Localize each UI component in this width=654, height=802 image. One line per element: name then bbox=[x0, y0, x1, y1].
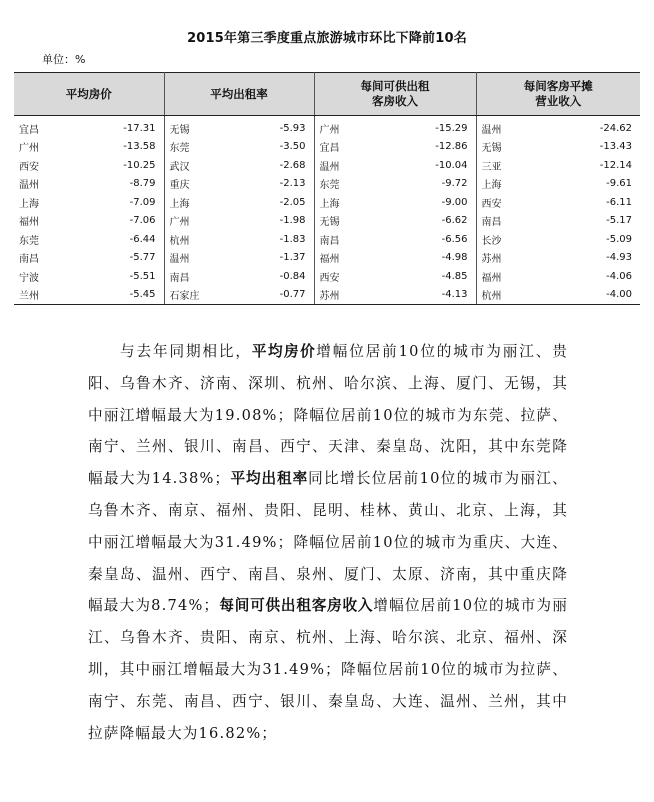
change-value-cell: -4.98 bbox=[398, 249, 476, 268]
city-name-cell: 温州 bbox=[169, 254, 190, 266]
change-value-cell: -4.85 bbox=[398, 267, 476, 286]
table-body bbox=[14, 116, 640, 305]
city-name-cell: 宜昌 bbox=[19, 124, 39, 136]
city-name-cell: 温州 bbox=[481, 124, 502, 136]
change-value-cell: -2.05 bbox=[238, 193, 314, 212]
analysis-paragraph bbox=[88, 336, 568, 749]
city-name-cell: 广州 bbox=[319, 124, 340, 136]
city-name-cell: 上海 bbox=[481, 180, 502, 192]
city-name-cell: 苏州 bbox=[314, 286, 398, 305]
change-value-cell: -7.09 bbox=[88, 193, 164, 212]
change-value-cell: -4.00 bbox=[560, 286, 640, 305]
city-name-cell: 西安 bbox=[481, 198, 502, 210]
city-name-cell: 苏州 bbox=[481, 254, 502, 266]
table-row bbox=[14, 286, 640, 305]
change-value-cell: -17.31 bbox=[88, 116, 164, 138]
city-name-cell: 南昌 bbox=[481, 217, 502, 229]
city-name-cell: 杭州 bbox=[476, 286, 560, 305]
city-name-cell: 武汉 bbox=[169, 161, 190, 173]
city-name-cell: 无锡 bbox=[319, 217, 340, 229]
city-name-cell: 东莞 bbox=[19, 235, 39, 247]
city-name-cell: 南昌 bbox=[19, 254, 39, 266]
city-name-cell: 宁波 bbox=[19, 272, 39, 284]
table-row bbox=[14, 138, 640, 157]
city-name-cell: 长沙 bbox=[481, 235, 502, 247]
city-name-cell: 福州 bbox=[319, 254, 340, 266]
bold-term: 平均出租率 bbox=[230, 470, 309, 488]
change-value-cell: -7.06 bbox=[88, 212, 164, 231]
change-value-cell: -9.72 bbox=[398, 175, 476, 194]
city-name-cell: 石家庄 bbox=[164, 286, 238, 305]
city-name-cell: 福州 bbox=[481, 272, 502, 284]
table-header-row bbox=[14, 73, 640, 116]
change-value-cell: -9.00 bbox=[398, 193, 476, 212]
change-value-cell: -12.86 bbox=[398, 138, 476, 157]
table-row bbox=[14, 249, 640, 268]
change-value-cell: -5.09 bbox=[606, 233, 632, 245]
change-value-cell: -5.17 bbox=[606, 215, 632, 227]
change-value-cell: -6.56 bbox=[398, 230, 476, 249]
header-avg-price: 平均房价 bbox=[14, 73, 164, 116]
city-name-cell: 广州 bbox=[19, 143, 39, 155]
city-name-cell: 南昌 bbox=[319, 235, 340, 247]
city-name-cell: 温州 bbox=[319, 161, 340, 173]
change-value-cell: -1.37 bbox=[238, 249, 314, 268]
change-value-cell: -15.29 bbox=[398, 116, 476, 138]
city-name-cell: 上海 bbox=[19, 198, 39, 210]
city-name-cell: 杭州 bbox=[169, 235, 190, 247]
change-value-cell: -0.84 bbox=[238, 267, 314, 286]
table-row bbox=[14, 156, 640, 175]
header-revpar: 每间可供出租 客房收入 bbox=[314, 73, 476, 116]
change-value-cell: -8.79 bbox=[88, 175, 164, 194]
change-value-cell: -1.83 bbox=[238, 230, 314, 249]
city-name-cell: 温州 bbox=[19, 180, 39, 192]
city-name-cell: 无锡 bbox=[481, 143, 502, 155]
change-value-cell: -4.93 bbox=[606, 252, 632, 264]
bold-term: 平均房价 bbox=[251, 343, 317, 360]
table-title: 2015年第三季度重点旅游城市环比下降前10名 bbox=[187, 31, 467, 46]
table-row bbox=[14, 267, 640, 286]
table-row bbox=[14, 175, 640, 194]
header-revenue-per-room: 每间客房平摊 营业收入 bbox=[476, 73, 640, 116]
change-value-cell: -5.45 bbox=[88, 286, 164, 305]
change-value-cell: -5.77 bbox=[88, 249, 164, 268]
change-value-cell: -5.93 bbox=[238, 116, 314, 138]
city-name-cell: 福州 bbox=[19, 217, 39, 229]
table-row bbox=[14, 212, 640, 231]
city-name-cell: 南昌 bbox=[169, 272, 190, 284]
change-value-cell: -5.51 bbox=[88, 267, 164, 286]
change-value-cell: -9.61 bbox=[606, 178, 632, 190]
change-value-cell: -10.04 bbox=[398, 156, 476, 175]
change-value-cell: -2.68 bbox=[238, 156, 314, 175]
change-value-cell: -3.50 bbox=[238, 138, 314, 157]
change-value-cell: -6.11 bbox=[606, 196, 632, 208]
city-name-cell: 上海 bbox=[169, 198, 190, 210]
city-name-cell: 西安 bbox=[319, 272, 340, 284]
city-name-cell: 重庆 bbox=[169, 180, 190, 192]
change-value-cell: -0.77 bbox=[238, 286, 314, 305]
change-value-cell: -10.25 bbox=[88, 156, 164, 175]
change-value-cell: -6.62 bbox=[398, 212, 476, 231]
change-value-cell: -1.98 bbox=[238, 212, 314, 231]
city-name-cell: 宜昌 bbox=[319, 143, 340, 155]
change-value-cell: -12.14 bbox=[599, 159, 632, 171]
city-name-cell: 广州 bbox=[169, 217, 190, 229]
table-row bbox=[14, 230, 640, 249]
table-row bbox=[14, 193, 640, 212]
city-name-cell: 东莞 bbox=[169, 143, 190, 155]
paragraph-text: 同比增长位居前10位的城市为丽江、乌鲁木齐、南京、福州、贵阳、昆明、桂林、黄山、北京、上海，其中丽江增幅最大为31.49%；降幅位居前10位的城市为重庆、大连、秦皇岛、温州、西宁、南昌、泉州、厦门、太原、济南，其中重庆降幅最大为8.74%； bbox=[88, 470, 568, 615]
city-name-cell: 上海 bbox=[319, 198, 340, 210]
change-value-cell: -4.13 bbox=[398, 286, 476, 305]
unit-label: 单位：% bbox=[42, 53, 86, 66]
header-occupancy: 平均出租率 bbox=[164, 73, 314, 116]
city-name-cell: 兰州 bbox=[14, 286, 88, 305]
paragraph-text: 与去年同期相比， bbox=[120, 343, 252, 360]
city-name-cell: 东莞 bbox=[319, 180, 340, 192]
city-name-cell: 西安 bbox=[19, 161, 39, 173]
change-value-cell: -13.43 bbox=[599, 141, 632, 153]
bold-term: 每间可供出租客房收入 bbox=[219, 597, 374, 615]
change-value-cell: -13.58 bbox=[88, 138, 164, 157]
change-value-cell: -2.13 bbox=[238, 175, 314, 194]
paragraph-text: 增幅位居前10位的城市为丽江、乌鲁木齐、贵阳、南京、杭州、上海、哈尔滨、北京、福州、深圳，其中丽江增幅最大为31.49%；降幅位居前10位的城市为拉萨、南宁、东莞、南昌、西宁、银川、秦皇岛、大连、温州、兰州，其中拉萨降幅最大为16.82%； bbox=[88, 597, 568, 742]
city-name-cell: 三亚 bbox=[481, 161, 502, 173]
change-value-cell: -24.62 bbox=[599, 122, 632, 134]
table-row bbox=[14, 116, 640, 138]
change-value-cell: -6.44 bbox=[88, 230, 164, 249]
city-name-cell: 无锡 bbox=[169, 124, 190, 136]
change-value-cell: -4.06 bbox=[606, 270, 632, 282]
paragraph-text: 增幅位居前10位的城市为丽江、贵阳、乌鲁木齐、济南、深圳、杭州、哈尔滨、上海、厦门、无锡，其中丽江增幅最大为19.08%；降幅位居前10位的城市为东莞、拉萨、南宁、兰州、银川、南昌、西宁、天津、秦皇岛、沈阳，其中东莞降幅最大为14.38%； bbox=[88, 343, 568, 488]
ranking-table bbox=[14, 72, 640, 305]
